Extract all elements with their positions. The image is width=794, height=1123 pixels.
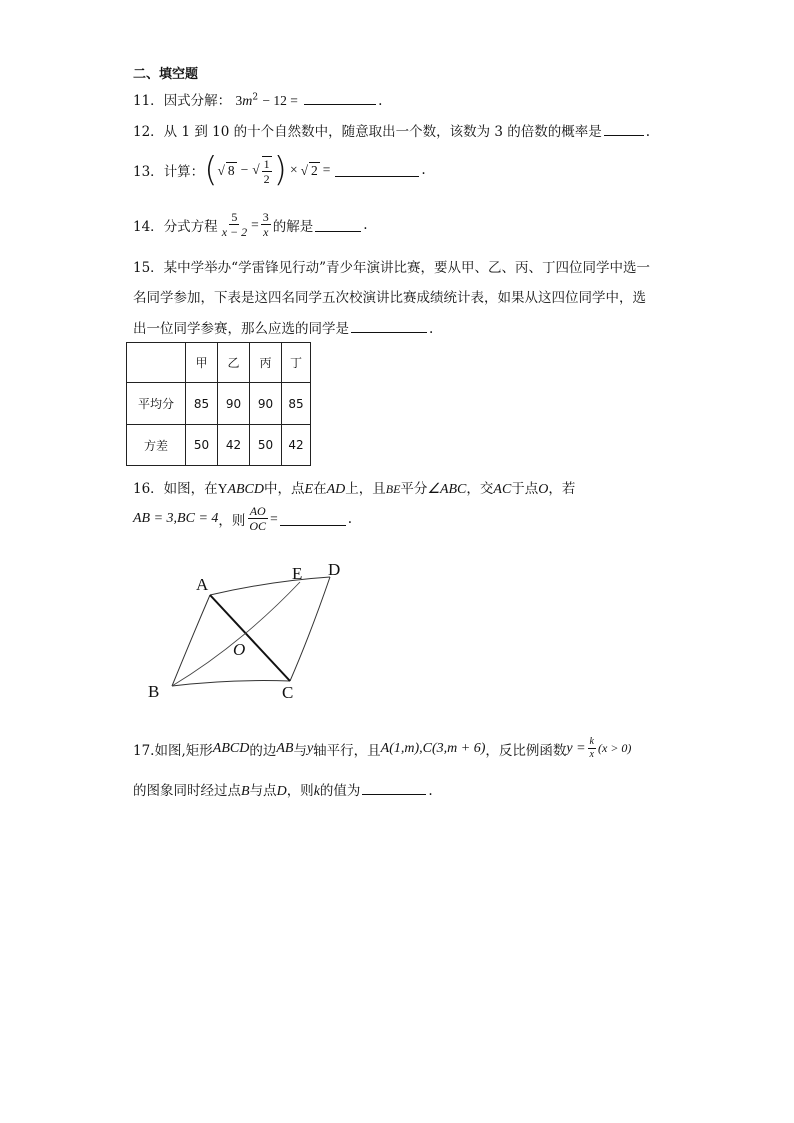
q13-answer-blank[interactable]	[335, 163, 419, 177]
q13-number: 13．	[133, 164, 164, 180]
q16-text: 16．如图，在	[133, 481, 218, 497]
diagonal-ac	[210, 595, 290, 681]
q16-given: AB = 3,BC = 4	[133, 510, 219, 526]
q15-line-1: 15．某中学举办“学雷锋见行动”青少年演讲比赛，要从甲、乙、丙、丁四位同学中选一	[133, 260, 650, 276]
q17-abcd: ABCD	[212, 740, 250, 756]
q17-frac-den: x	[589, 749, 594, 760]
q11-number: 11．	[133, 93, 164, 109]
q17-frac-num: k	[589, 736, 594, 747]
q13-times: ×	[289, 162, 298, 177]
q11-end: .	[378, 93, 383, 109]
q17-domain: (x > 0)	[598, 741, 632, 755]
q17-b: B	[241, 784, 250, 799]
q14-end: .	[363, 216, 368, 233]
q17-answer-blank[interactable]	[362, 781, 426, 795]
q17-y-eq: y =	[566, 740, 586, 756]
q13-right-paren: )	[273, 150, 287, 190]
label-o: O	[233, 640, 246, 659]
q11-exp: 2	[252, 92, 259, 103]
q16-text: 在	[313, 481, 327, 497]
q12-text: 12．从 1 到 10 的十个自然数中，随意取出一个数，该数为 3 的倍数的概率是	[133, 124, 602, 140]
table-header-cell	[127, 343, 186, 383]
side-cb	[172, 681, 290, 686]
label-b: B	[148, 682, 160, 701]
q16-text: 平分	[400, 481, 428, 497]
q17-ab: AB	[276, 740, 294, 756]
label-e: E	[292, 564, 303, 583]
side-ba	[172, 595, 210, 686]
table-cell: 42	[282, 425, 311, 466]
label-c: C	[282, 683, 294, 702]
q11-coef: 3	[235, 93, 243, 108]
q16-line-2	[133, 505, 352, 532]
q16-text: ，则	[218, 512, 246, 529]
q16-text: 中，点	[264, 481, 305, 497]
table-header-cell: 丁	[282, 343, 311, 383]
table-header-cell: 甲	[186, 343, 218, 383]
q11-text: 因式分解：	[163, 93, 232, 109]
q15-answer-blank[interactable]	[351, 319, 427, 333]
q17-k: k	[313, 784, 320, 799]
parallelogram-figure	[140, 555, 360, 705]
q12-answer-blank[interactable]	[604, 122, 644, 136]
q13-radicand-1: 8	[227, 162, 235, 178]
q16-angle-abc: ∠ABC	[427, 482, 467, 497]
q14-lhs-num: 5	[231, 210, 238, 224]
q17-text: 的边	[249, 742, 277, 759]
q13-fraction	[262, 156, 272, 185]
table-cell: 42	[218, 425, 250, 466]
q17-coords: A(1,m),C(3,m + 6)	[380, 740, 486, 756]
table-cell: 50	[250, 425, 282, 466]
q15-line-3	[133, 317, 433, 337]
table-cell: 平均分	[127, 383, 186, 425]
question-13: 13． 计算： ( √ 8 − √ $\frac{1}{2}$ ) × √ 2 = .	[133, 150, 426, 190]
q17-line-2	[133, 779, 433, 800]
table-cell: 90	[218, 383, 250, 425]
q14-lhs-den: x − 2	[221, 225, 248, 239]
q16-line-1	[133, 477, 575, 498]
label-a: A	[196, 575, 209, 594]
q17-text: 的值为	[319, 783, 361, 799]
q16-e: E	[304, 482, 314, 497]
q14-text: 分式方程	[163, 218, 218, 235]
q16-frac-den: OC	[249, 519, 267, 533]
q17-text: ，则	[286, 783, 314, 799]
q16-text: 上，且	[345, 481, 386, 497]
side-dc	[290, 577, 330, 681]
question-12	[133, 120, 650, 140]
question-11	[133, 89, 382, 110]
q13-radicand-2: 2	[310, 162, 318, 178]
q17-d: D	[276, 784, 287, 799]
q16-fraction	[247, 505, 268, 532]
table-cell: 方差	[127, 425, 186, 466]
table-row	[127, 425, 311, 466]
q12-end: .	[645, 124, 651, 140]
q14-number: 14．	[133, 218, 164, 235]
q17-fraction	[588, 737, 596, 760]
q17-text: 轴平行，且	[313, 742, 381, 759]
q14-eq: =	[251, 216, 259, 232]
table-header-row	[127, 343, 311, 383]
q13-left-paren: (	[204, 150, 218, 190]
table-header-cell: 丙	[250, 343, 282, 383]
table-cell: 85	[186, 383, 218, 425]
section-title: 二、填空题	[133, 67, 199, 82]
q14-lhs-fraction	[220, 211, 249, 238]
q16-o: O	[538, 482, 549, 497]
label-d: D	[328, 560, 341, 579]
q16-text: ，交	[466, 481, 494, 497]
q15-end: .	[429, 321, 434, 337]
q15-line-2: 名同学参加，下表是这四名同学五次校演讲比赛成绩统计表，如果从这四位同学中，选	[133, 290, 646, 306]
q11-var: m	[242, 94, 253, 109]
q14-rhs-num: 3	[262, 210, 269, 224]
q13-end: .	[421, 162, 426, 178]
q16-be: BE	[385, 482, 401, 496]
table-row	[127, 383, 311, 425]
q16-eq: =	[270, 510, 278, 526]
table-cell: 90	[250, 383, 282, 425]
q17-y: y	[306, 740, 314, 756]
table-header-cell: 乙	[218, 343, 250, 383]
q16-text: ，若	[548, 481, 576, 497]
q17-text: 与	[293, 742, 307, 759]
q14-rhs-fraction	[261, 211, 271, 238]
q16-answer-blank[interactable]	[280, 512, 346, 526]
q15-line-3-text: 出一位同学参赛，那么应选的同学是	[133, 321, 349, 337]
q16-frac-num: AO	[249, 504, 266, 518]
table-cell: 50	[186, 425, 218, 466]
score-table	[126, 342, 311, 466]
q17-text: 与点	[249, 783, 277, 799]
q13-text: 计算：	[163, 164, 205, 180]
q17-text: ，反比例函数	[485, 742, 567, 759]
q14-rhs-den: x	[263, 225, 269, 239]
q16-parallelogram-symbol: Y	[217, 481, 228, 496]
q11-rest: − 12 =	[262, 93, 298, 108]
q16-text: 于点	[511, 481, 539, 497]
side-ad	[210, 577, 330, 595]
q17-line-1	[133, 737, 631, 760]
q17-end: .	[428, 783, 433, 799]
q16-end: .	[347, 510, 352, 527]
q13-eq: =	[322, 162, 331, 177]
q13-frac-den: 2	[263, 171, 270, 186]
q16-ac: AC	[493, 482, 512, 497]
q16-abcd: ABCD	[227, 482, 264, 497]
table-cell: 85	[282, 383, 311, 425]
q13-minus: −	[240, 162, 249, 177]
q14-tail: 的解是	[272, 218, 314, 235]
question-14	[133, 211, 368, 238]
q13-frac-num: 1	[263, 156, 270, 171]
q11-answer-blank[interactable]	[304, 91, 376, 105]
q16-ad: AD	[326, 482, 346, 497]
q17-text: 的图象同时经过点	[133, 783, 241, 799]
q14-answer-blank[interactable]	[315, 218, 361, 232]
q17-text: 17.如图,矩形	[133, 742, 213, 759]
